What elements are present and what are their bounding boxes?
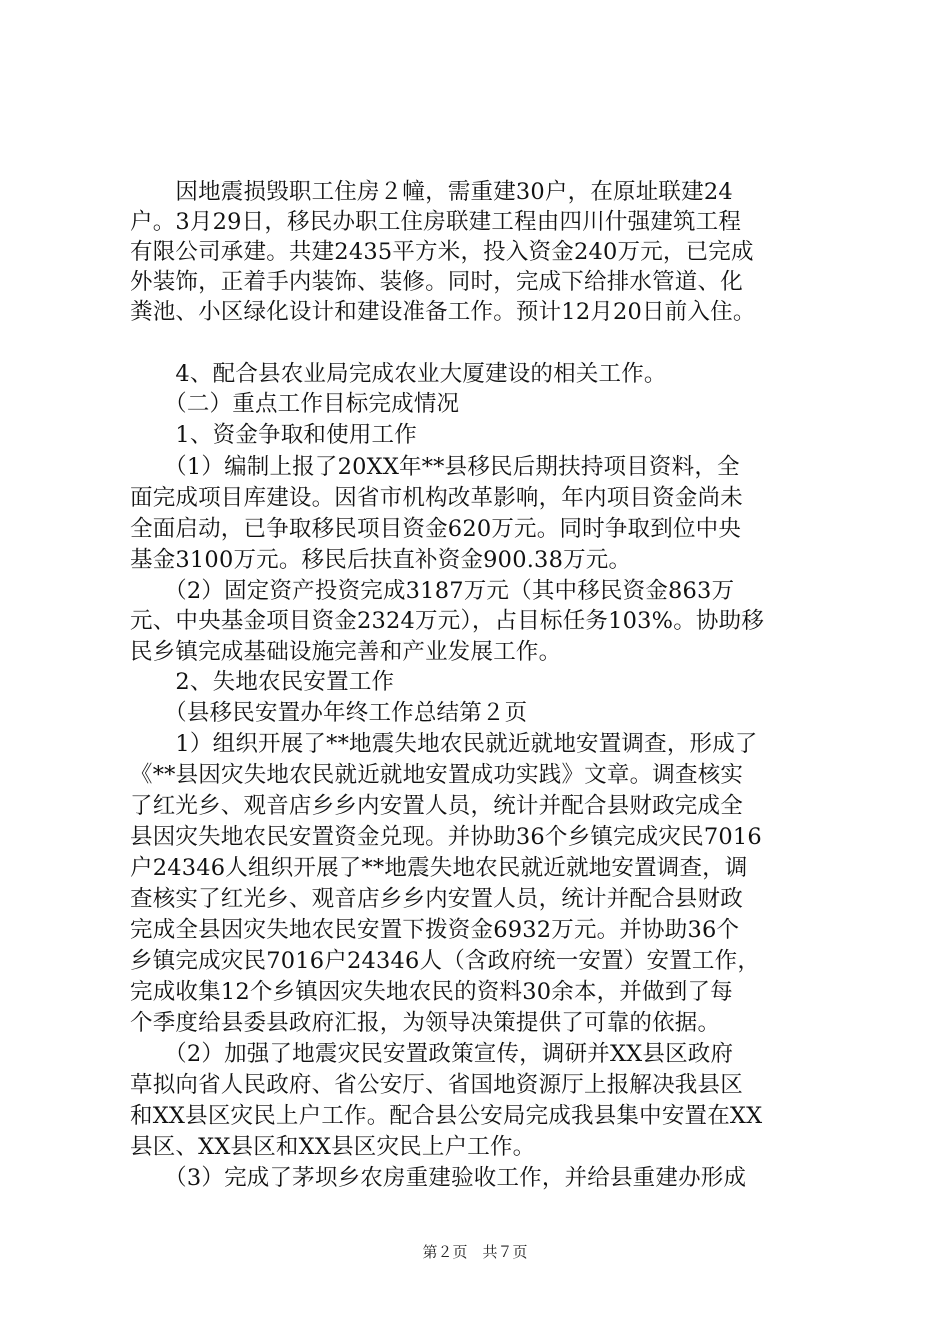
text-line: 元、中央基金项目资金2324万元），占目标任务103%。协助移: [130, 608, 765, 634]
text-line: 民乡镇完成基础设施完善和产业发展工作。: [130, 639, 562, 665]
text-line: 4、配合县农业局完成农业大厦建设的相关工作。: [130, 361, 667, 387]
text-line: 户。3月29日，移民办职工住房联建工程由四川什强建筑工程: [130, 209, 742, 235]
subsection-heading: 2、失地农民安置工作: [130, 669, 395, 695]
text-line: （1）编制上报了20XX年**县移民后期扶持项目资料，全: [130, 454, 740, 480]
text-line: 个季度给县委县政府汇报，为领导决策提供了可靠的依据。: [130, 1010, 721, 1036]
text-line: 和XX县区灾民上户工作。配合县公安局完成我县集中安置在XX: [130, 1103, 763, 1129]
text-line: 县因灾失地农民安置资金兑现。并协助36个乡镇完成灾民7016: [130, 824, 762, 850]
text-line: 1）组织开展了**地震失地农民就近就地安置调查，形成了: [130, 731, 758, 757]
text-line: 外装饰，正着手内装饰、装修。同时，完成下给排水管道、化: [130, 269, 743, 295]
text-line: 粪池、小区绿化设计和建设准备工作。预计12月20日前入住。: [130, 299, 756, 325]
text-line: （2）固定资产投资完成3187万元（其中移民资金863万: [130, 578, 735, 604]
subsection-heading: 1、资金争取和使用工作: [130, 422, 417, 448]
text-line: 草拟向省人民政府、省公安厅、省国地资源厅上报解决我县区: [130, 1072, 743, 1098]
page-footer: 第２页 共７页: [422, 1243, 528, 1261]
text-line: 户24346人组织开展了**地震失地农民就近就地安置调查，调: [130, 855, 748, 881]
text-line: （县移民安置办年终工作总结第２页: [130, 700, 528, 726]
text-line: 了红光乡、观音店乡乡内安置人员，统计并配合县财政完成全: [130, 793, 743, 819]
text-line: 全面启动，已争取移民项目资金620万元。同时争取到位中央: [130, 516, 742, 542]
section-heading: （二）重点工作目标完成情况: [130, 391, 460, 417]
text-line: 面完成项目库建设。因省市机构改革影响，年内项目资金尚未: [130, 485, 743, 511]
text-line: 因地震损毁职工住房２幢，需重建30户，在原址联建24: [130, 179, 733, 205]
text-line: 县区、XX县区和XX县区灾民上户工作。: [130, 1134, 536, 1160]
text-line: 完成收集12个乡镇因灾失地农民的资料30余本，并做到了每: [130, 979, 733, 1005]
text-line: 完成全县因灾失地农民安置下拨资金6932万元。并协助36个: [130, 917, 740, 943]
text-line: 乡镇完成灾民7016户24346人（含政府统一安置）安置工作，: [130, 948, 761, 974]
text-line: 《**县因灾失地农民就近就地安置成功实践》文章。调查核实: [130, 762, 744, 788]
text-line: （3）完成了茅坝乡农房重建验收工作，并给县重建办形成: [130, 1165, 747, 1191]
text-line: 基金3100万元。移民后扶直补资金900.38万元。: [130, 547, 632, 573]
text-line: 有限公司承建。共建2435平方米，投入资金240万元，已完成: [130, 239, 754, 265]
text-line: （2）加强了地震灾民安置政策宣传，调研并XX县区政府: [130, 1041, 734, 1067]
text-line: 查核实了红光乡、观音店乡乡内安置人员，统计并配合县财政: [130, 886, 743, 912]
